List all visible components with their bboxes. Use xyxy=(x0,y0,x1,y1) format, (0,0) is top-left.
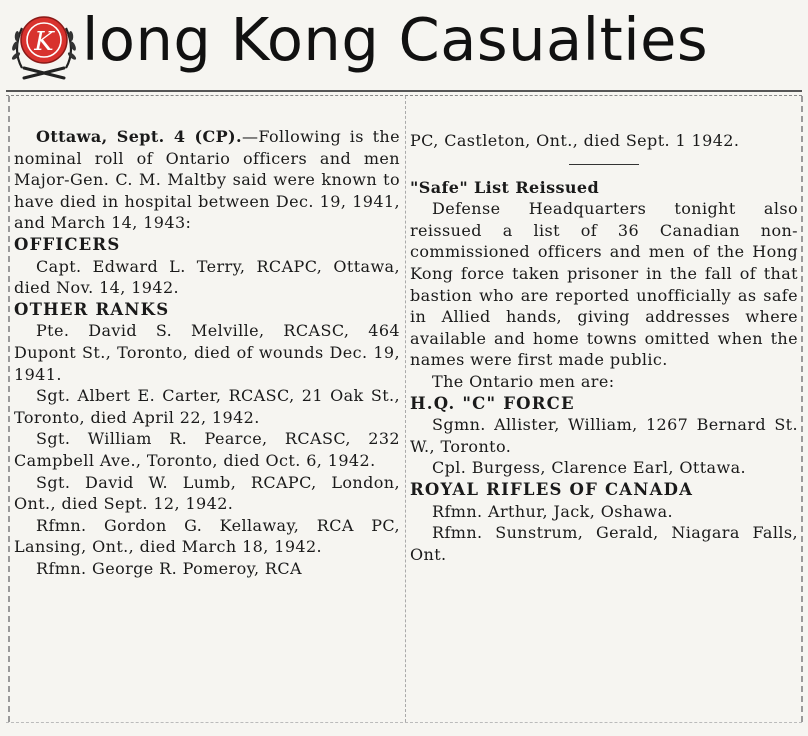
headline: long Kong Casualties xyxy=(82,5,709,74)
right-border xyxy=(801,96,803,722)
laurel-k-logo-icon xyxy=(8,6,80,82)
body-paragraph: The Ontario men are: xyxy=(432,371,615,391)
officer-entry: Capt. Edward L. Terry, RCAPC, Ottawa, died Nov. 14, 1942. xyxy=(14,256,400,298)
column-divider xyxy=(405,96,406,722)
rank-entry: Rfmn. Gordon G. Kellaway, RCA PC, Lansing, Ont., died March 18, 1942. xyxy=(14,515,400,557)
hq-entry: Sgmn. Allister, William, 1267 Bernard St. W., Toronto. xyxy=(410,415,798,456)
rank-entry: Pte. David S. Melville, RCASC, 464 Dupont St., Toronto, died of wounds Dec. 19, 1941. xyxy=(14,321,400,384)
royal-rifles-heading: ROYAL RIFLES OF CANADA xyxy=(410,479,694,499)
section-divider xyxy=(569,164,639,165)
intro-paragraph xyxy=(14,126,400,234)
right-column xyxy=(410,130,798,565)
rank-entry: Sgt. Albert E. Carter, RCASC, 21 Oak St., Toronto, died April 22, 1942. xyxy=(14,386,400,427)
header-rule xyxy=(6,90,802,92)
logo-letter: K xyxy=(34,27,54,57)
header-rule-dashed xyxy=(6,95,802,96)
other-ranks-heading: OTHER RANKS xyxy=(14,299,170,319)
left-border xyxy=(8,96,10,722)
rifles-entry: Rfmn. Sunstrum, Gerald, Niagara Falls, Ont. xyxy=(410,523,798,564)
left-column xyxy=(14,126,400,579)
rifles-entry: Rfmn. Arthur, Jack, Oshawa. xyxy=(432,501,673,521)
rank-entry: Sgt. David W. Lumb, RCAPC, London, Ont., died Sept. 12, 1942. xyxy=(14,472,400,514)
body-paragraph: Defense Headquarters tonight also reissued a list of 36 Canadian non-commissioned officers and men of the Hong Kong force taken prisoner in the fall of that bastion who are reported unofficially as safe in Allied hands, giving addresses where available and home towns omitted when the names were first made public. xyxy=(410,199,798,370)
intro-text: —Following is the nominal roll of Ontario officers and men Major-Gen. C. M. Maltby said were known to have died in hospital between Dec. 19, 1941, and March 14, 1943: xyxy=(14,127,400,233)
subhead: "Safe" List Reissued xyxy=(410,177,600,197)
dateline: Ottawa, Sept. 4 (CP). xyxy=(36,127,242,146)
hq-force-heading: H.Q. "C" FORCE xyxy=(410,393,575,413)
officers-heading: OFFICERS xyxy=(14,234,121,254)
bottom-rule xyxy=(6,722,802,723)
hq-entry: Cpl. Burgess, Clarence Earl, Ottawa. xyxy=(432,458,747,478)
continued-entry: PC, Castleton, Ont., died Sept. 1 1942. xyxy=(410,131,740,150)
rank-entry: Sgt. William R. Pearce, RCASC, 232 Campbell Ave., Toronto, died Oct. 6, 1942. xyxy=(14,429,400,470)
rank-entry: Rfmn. George R. Pomeroy, RCA xyxy=(36,558,302,578)
